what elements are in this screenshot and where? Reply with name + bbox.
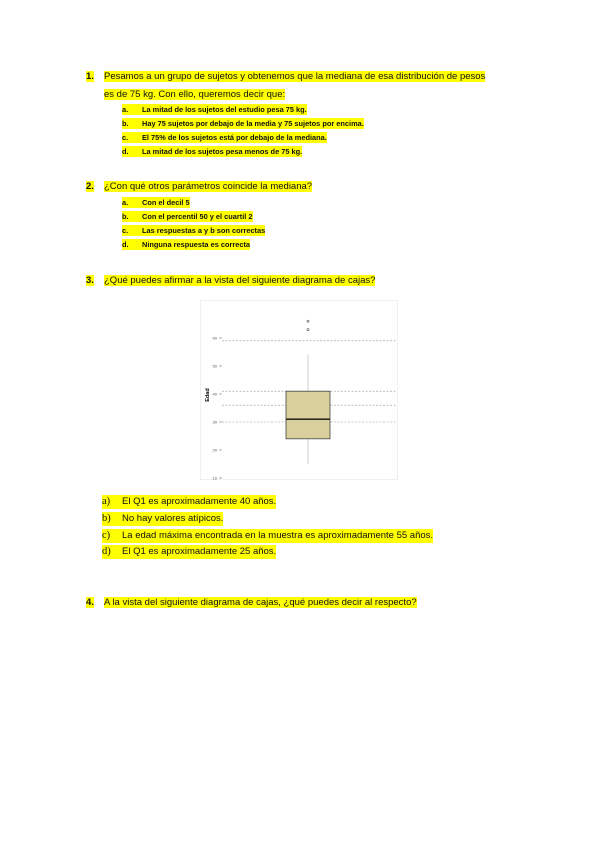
y-tick-label: 40 bbox=[212, 391, 217, 397]
y-tick-label: 10 bbox=[212, 475, 217, 480]
option-text: Las respuestas a y b son correctas bbox=[142, 226, 266, 235]
question-3-option-b[interactable] bbox=[102, 512, 223, 526]
question-2-option-b[interactable] bbox=[122, 211, 253, 222]
y-tick-label: 50 bbox=[212, 363, 217, 369]
question-1-option-d[interactable] bbox=[122, 146, 302, 157]
option-text: Hay 75 sujetos por debajo de la media y 75 sujetos por encima. bbox=[142, 119, 364, 128]
y-tick-label: 30 bbox=[212, 419, 217, 425]
box-plot-chart bbox=[200, 300, 398, 480]
question-2-option-a[interactable] bbox=[122, 197, 190, 208]
question-1-number: 1. bbox=[86, 71, 94, 82]
option-text: No hay valores atípicos. bbox=[122, 513, 224, 524]
question-2-option-d[interactable] bbox=[122, 239, 250, 250]
option-text: La edad máxima encontrada en la muestra es aproximadamente 55 años. bbox=[122, 530, 434, 541]
question-1-text-line1: Pesamos a un grupo de sujetos y obtenemos que la mediana de esa distribución de pesos bbox=[104, 71, 486, 82]
option-text: La mitad de los sujetos del estudio pesa 75 kg. bbox=[142, 105, 307, 114]
option-letter: d. bbox=[122, 240, 129, 249]
option-text: El Q1 es aproximadamente 25 años. bbox=[122, 546, 277, 557]
option-letter: d. bbox=[122, 147, 129, 156]
question-2-text: ¿Con qué otros parámetros coincide la mediana? bbox=[104, 181, 313, 192]
option-text: El 75% de los sujetos está por debajo de la mediana. bbox=[142, 133, 327, 142]
question-1-text-line2: es de 75 kg. Con ello, queremos decir que: bbox=[104, 89, 286, 100]
option-letter: a) bbox=[102, 496, 111, 507]
question-4-text: A la vista del siguiente diagrama de cajas, ¿qué puedes decir al respecto? bbox=[104, 597, 417, 608]
y-tick-label: 60 bbox=[212, 335, 217, 341]
y-tick-label: 20 bbox=[212, 447, 217, 453]
y-axis-label: Edad bbox=[205, 388, 211, 402]
option-text: Con el decil 5 bbox=[142, 198, 190, 207]
question-2-option-c[interactable] bbox=[122, 225, 265, 236]
option-letter: b) bbox=[102, 513, 111, 524]
question-4-number: 4. bbox=[86, 597, 94, 608]
option-letter: a. bbox=[122, 198, 129, 207]
iqr-box bbox=[286, 391, 330, 439]
question-3-number: 3. bbox=[86, 275, 94, 286]
option-letter: c) bbox=[102, 530, 111, 541]
question-1-option-b[interactable] bbox=[122, 118, 364, 129]
option-letter: d) bbox=[102, 546, 111, 557]
question-1-option-a[interactable] bbox=[122, 104, 307, 115]
option-text: Ninguna respuesta es correcta bbox=[142, 240, 251, 249]
option-letter: b. bbox=[122, 119, 129, 128]
option-text: La mitad de los sujetos pesa menos de 75 kg. bbox=[142, 147, 303, 156]
option-text: Con el percentil 50 y el cuartil 2 bbox=[142, 212, 253, 221]
option-letter: b. bbox=[122, 212, 129, 221]
question-1-option-c[interactable] bbox=[122, 132, 327, 143]
question-3-option-d[interactable] bbox=[102, 545, 276, 559]
option-letter: c. bbox=[122, 133, 129, 142]
option-letter: c. bbox=[122, 226, 129, 235]
option-text: El Q1 es aproximadamente 40 años. bbox=[122, 496, 277, 507]
chart-frame bbox=[200, 300, 398, 480]
question-3-option-c[interactable] bbox=[102, 529, 433, 543]
question-3-text: ¿Qué puedes afirmar a la vista del siguiente diagrama de cajas? bbox=[104, 275, 376, 286]
question-2-number: 2. bbox=[86, 181, 94, 192]
question-3-option-a[interactable] bbox=[102, 495, 276, 509]
option-letter: a. bbox=[122, 105, 129, 114]
